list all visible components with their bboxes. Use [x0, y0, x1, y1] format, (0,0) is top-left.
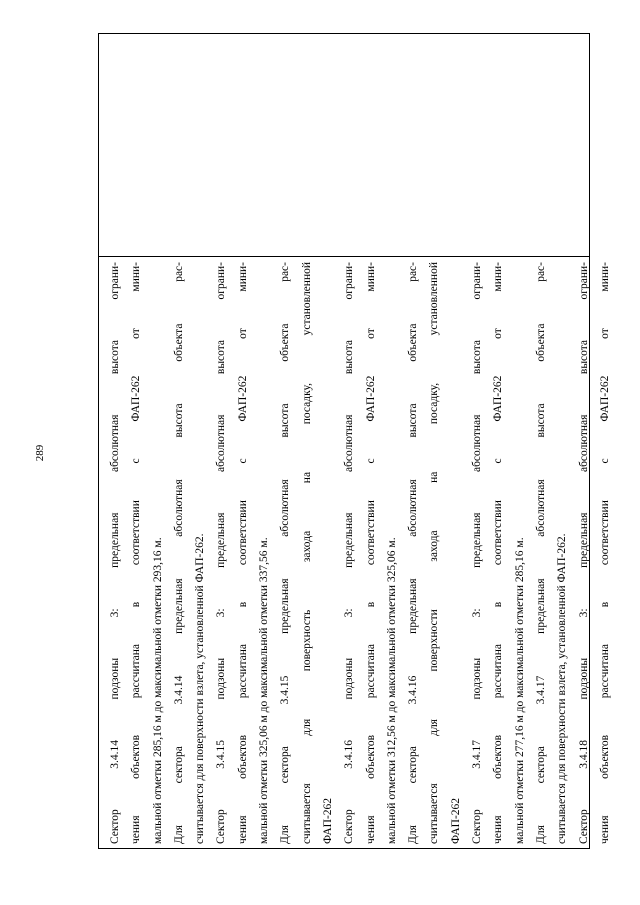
text-line: Для сектора 3.4.14 предельная абсолютная высота объекта рас-	[172, 262, 185, 844]
text-line: мальной отметки 325,06 м до максимальной отметки 337,56 м.	[258, 537, 271, 844]
text-line: Сектор 3.4.18 подзоны 3: предельная абсолютная высота ограни-	[577, 262, 590, 844]
table-row-divider	[98, 256, 590, 257]
text-line: считывается для поверхности захода на посадку, установленной	[428, 262, 441, 844]
text-line: Сектор 3.4.17 подзоны 3: предельная абсолютная высота ограни-	[471, 262, 484, 844]
text-line: мальной отметки 277,16 м до максимальной отметки 285,16 м.	[513, 537, 526, 844]
table	[98, 33, 611, 849]
text-line: считывается для поверхность захода на посадку, установленной	[300, 262, 313, 844]
text-line: считывается для поверхности взлета, установленной ФАП-262.	[194, 533, 207, 844]
cell-text	[105, 262, 611, 844]
text-line: Для сектора 3.4.16 предельная абсолютная высота объекта рас-	[407, 262, 420, 844]
text-line: Для сектора 3.4.15 предельная абсолютная высота объекта рас-	[279, 262, 292, 844]
text-line: Для сектора 3.4.17 предельная абсолютная высота объекта рас-	[534, 262, 547, 844]
text-line: считывается для поверхности взлета, установленной ФАП-262.	[556, 533, 569, 844]
text-line: ФАП-262	[449, 797, 462, 844]
text-line: Сектор 3.4.15 подзоны 3: предельная абсолютная высота ограни-	[215, 262, 228, 844]
text-line: мальной отметки 285,16 м до максимальной отметки 293,16 м.	[151, 537, 164, 844]
text-line: Сектор 3.4.14 подзоны 3: предельная абсолютная высота ограни-	[109, 262, 121, 844]
text-line: Сектор 3.4.16 подзоны 3: предельная абсолютная высота ограни-	[343, 262, 356, 844]
text-line: чения объектов рассчитана в соответствии с ФАП-262 от мини-	[364, 262, 377, 844]
text-line: чения объектов рассчитана в соответствии с ФАП-262 от мини-	[492, 262, 505, 844]
text-line: чения объектов рассчитана в соответствии с ФАП-262 от мини-	[598, 262, 611, 844]
page-number: 289	[34, 444, 46, 462]
text-line: ФАП-262	[321, 797, 334, 844]
table-cell-description	[99, 257, 611, 849]
text-line: чения объектов рассчитана в соответствии с ФАП-262 от мини-	[236, 262, 249, 844]
text-line: чения объектов рассчитана в соответствии с ФАП-262 от мини-	[130, 262, 143, 844]
text-line: мальной отметки 312,56 м до максимальной отметки 325,06 м.	[385, 537, 398, 844]
